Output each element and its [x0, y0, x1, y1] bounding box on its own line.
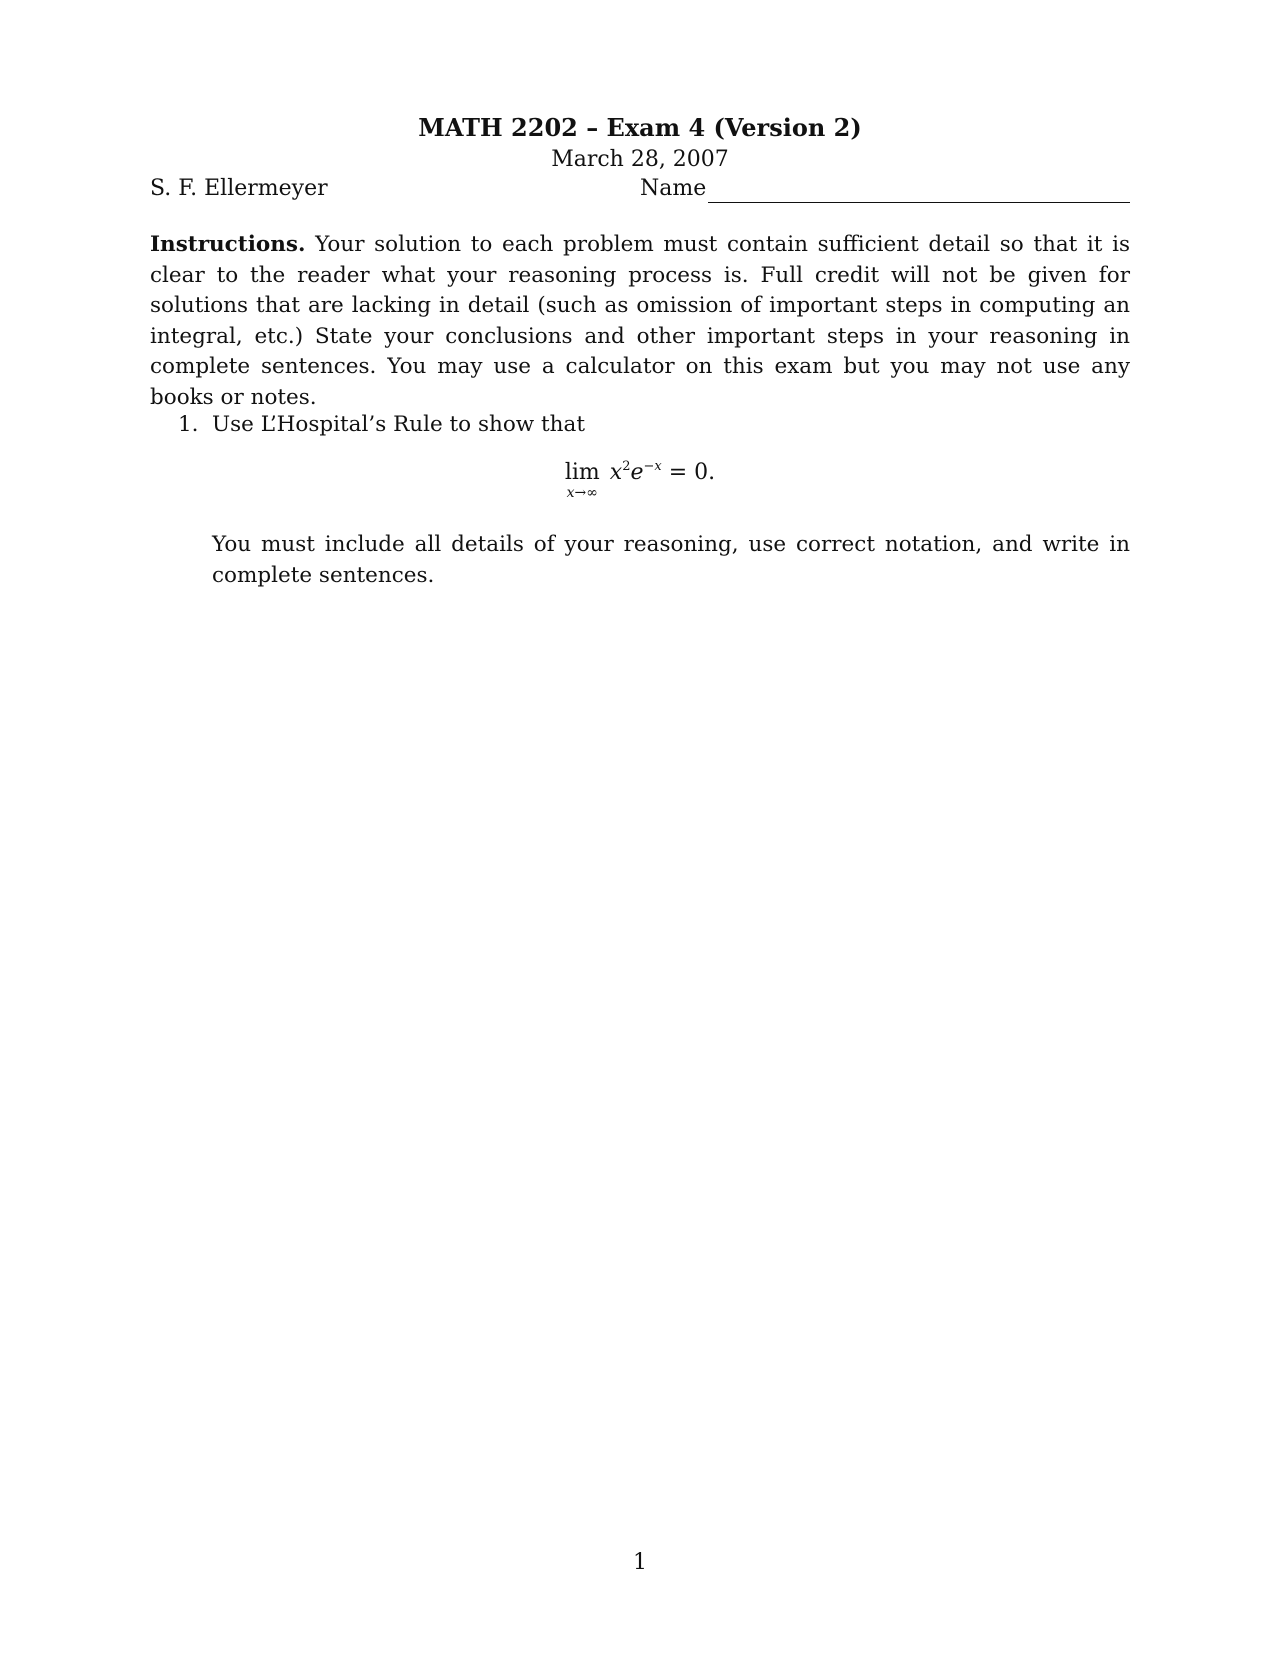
instructions-paragraph [150, 230, 1130, 413]
student-name-field [640, 175, 1130, 203]
lim-text: lim [564, 460, 600, 485]
expr-base-x: x [609, 460, 623, 485]
limit-equation [0, 460, 1280, 500]
expr-rhs: = 0. [668, 460, 716, 485]
expr-exp-2: 2 [622, 459, 631, 474]
problem-number: 1. [178, 412, 199, 437]
limit-expression [610, 460, 715, 486]
limit-operator [565, 460, 600, 500]
problem-1-prompt [178, 410, 1130, 440]
page-number: 1 [633, 1550, 647, 1575]
instructions-text: Your solution to each problem must contain sufficient detail so that it is clear to the reader what your reasoning process is. Full credit will not be given for solutions that are lacking in detail (such as omission of important steps in computing an integral, etc.) State your conclusions and other important steps in your reasoning in complete sentences. You may use a calculator on this exam but you may not use any books or notes. [150, 232, 1130, 410]
instructions-heading: Instructions. [150, 232, 306, 257]
problem-prompt-text: Use L’Hospital’s Rule to show that [212, 412, 585, 437]
expr-exp-neg-x: −x [643, 459, 662, 474]
name-blank-line [708, 182, 1130, 203]
problem-1-note: You must include all details of your reasoning, use correct notation, and write in complete sentences. [212, 532, 1130, 588]
expr-base-e: e [630, 460, 644, 485]
lim-subscript: x→∞ [566, 485, 598, 501]
instructor-name: S. F. Ellermeyer [150, 176, 328, 201]
exam-title: MATH 2202 – Exam 4 (Version 2) [418, 113, 862, 142]
exam-date: March 28, 2007 [551, 147, 729, 172]
name-label: Name [640, 176, 707, 201]
